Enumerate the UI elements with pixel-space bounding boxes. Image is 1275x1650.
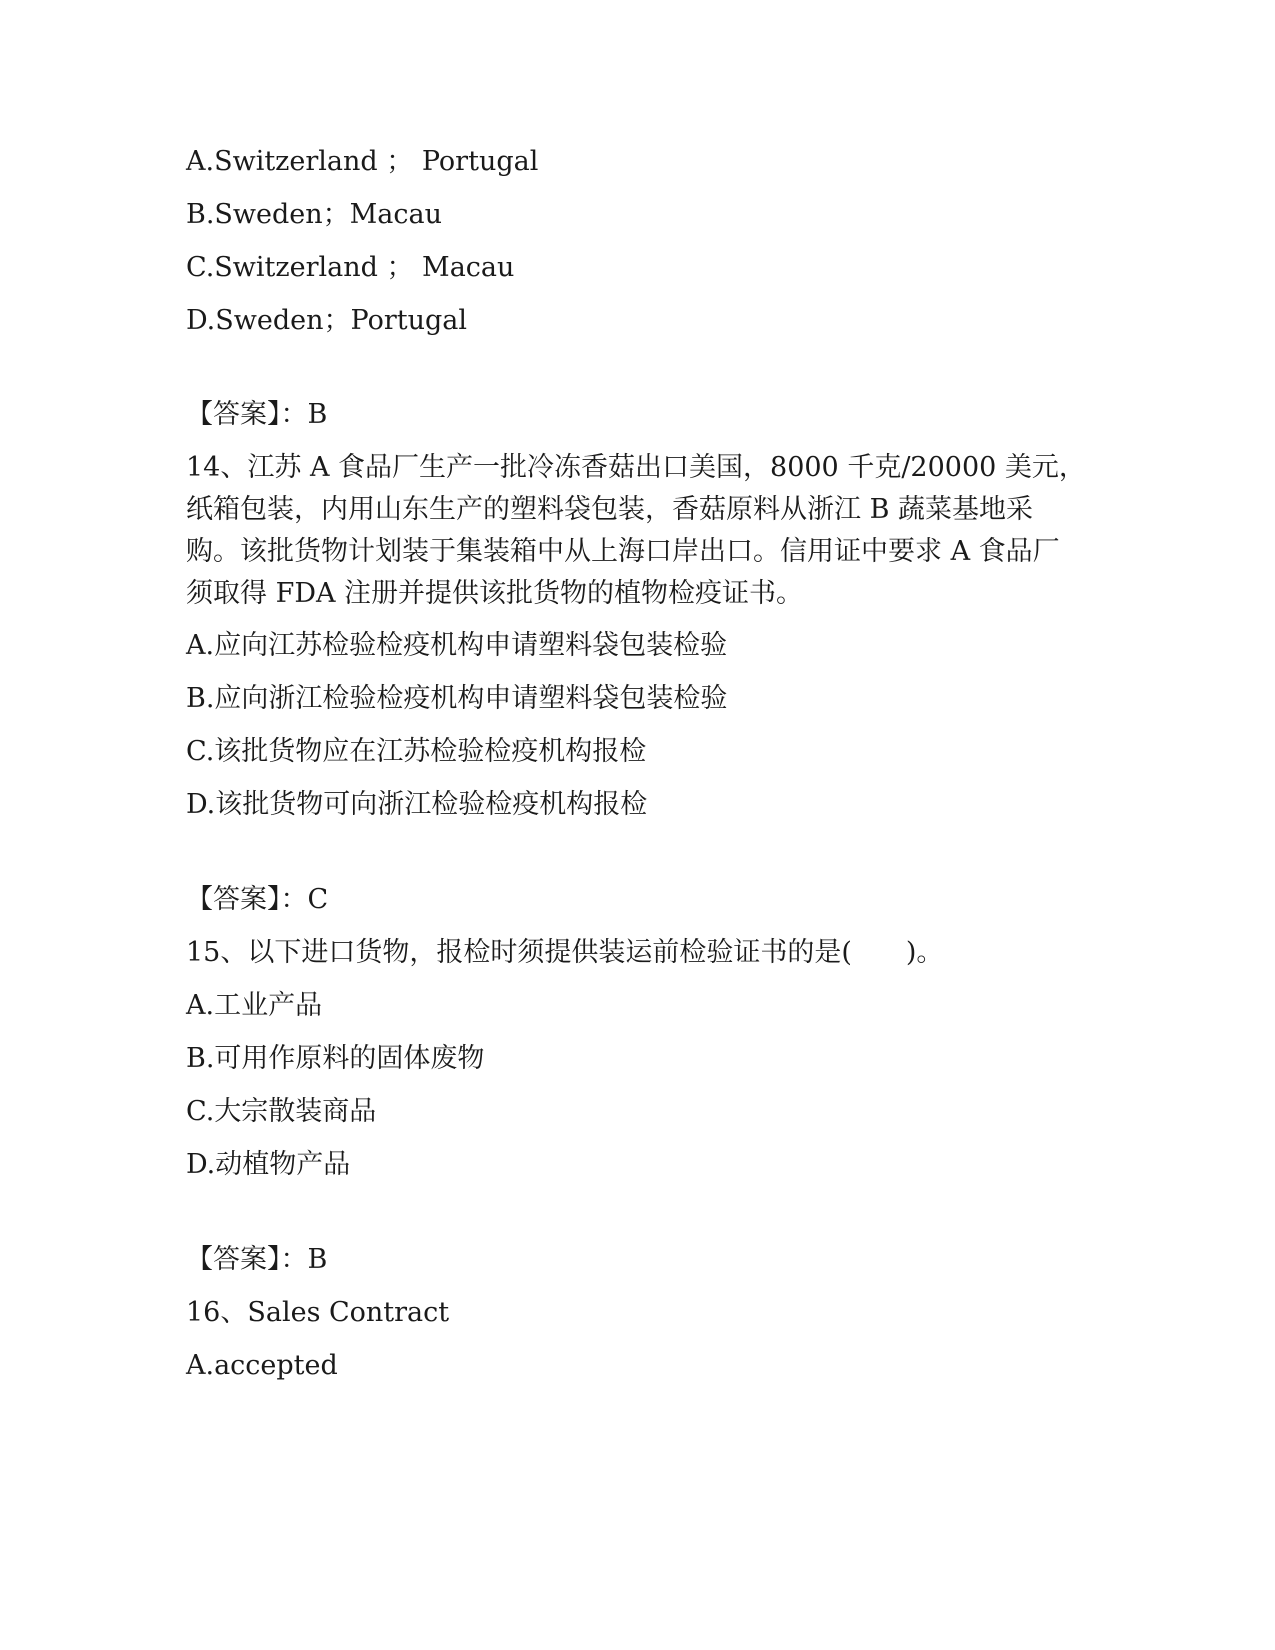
q14-answer: 【答案】：C xyxy=(186,884,329,915)
q14-option-c: C.该批货物应在江苏检验检疫机构报检 xyxy=(186,736,647,767)
q15-option-a: A.工业产品 xyxy=(186,990,323,1021)
q15-option-d: D.动植物产品 xyxy=(186,1149,351,1180)
q15-stem: 15、以下进口货物，报检时须提供装运前检验证书的是( )。 xyxy=(186,937,944,968)
q16-option-a: A.accepted xyxy=(186,1350,338,1381)
q16-stem: 16、Sales Contract xyxy=(186,1297,450,1328)
q13-option-b: B.Sweden；Macau xyxy=(186,199,443,230)
q14-option-a: A.应向江苏检验检疫机构申请塑料袋包装检验 xyxy=(186,630,728,661)
q14-option-d: D.该批货物可向浙江检验检疫机构报检 xyxy=(186,789,648,820)
q13-answer: 【答案】：B xyxy=(186,399,328,430)
q14-stem: 14、江苏 A 食品厂生产一批冷冻香菇出口美国，8000 千克/20000 美元，纸箱包装，内用山东生产的塑料袋包装，香菇原料从浙江 B 蔬菜基地采购。该批货物计划装于集装箱中从上海口岸出口。信用证中要求 A 食品厂须取得 FDA 注册并提供该批货物的植物检疫证书。 xyxy=(186,452,1086,609)
q13-option-c: C.Switzerland ； Macau xyxy=(186,252,515,283)
q13-option-a: A.Switzerland ； Portugal xyxy=(186,146,539,177)
q14-option-b: B.应向浙江检验检疫机构申请塑料袋包装检验 xyxy=(186,683,728,714)
q15-answer: 【答案】：B xyxy=(186,1244,328,1275)
q15-option-b: B.可用作原料的固体废物 xyxy=(186,1043,485,1074)
q13-option-d: D.Sweden；Portugal xyxy=(186,305,467,336)
q15-option-c: C.大宗散装商品 xyxy=(186,1096,377,1127)
